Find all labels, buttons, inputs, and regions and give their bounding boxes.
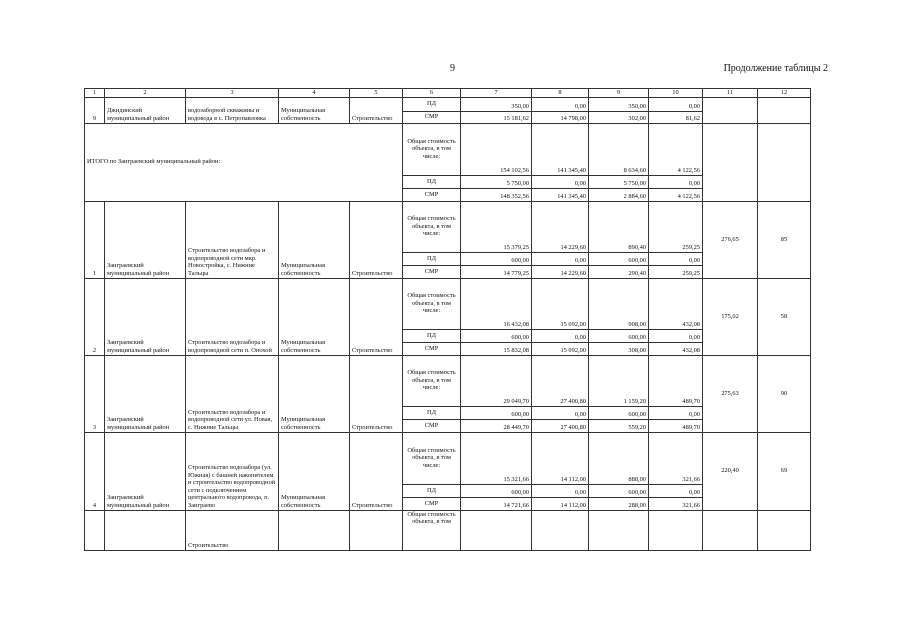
col-header: 7 — [461, 89, 532, 98]
empty-cell — [350, 510, 403, 550]
row-number: 3 — [85, 355, 105, 432]
work-type-cell: Строительство — [350, 355, 403, 432]
ownership-cell: Муниципальная собственность — [279, 201, 350, 278]
empty-cell — [105, 510, 186, 550]
value-cell: 308,00 — [589, 342, 649, 355]
column-number-row — [85, 89, 811, 98]
cost-kind-cell: ПД — [403, 329, 461, 342]
value-cell: 16 432,08 — [461, 278, 532, 329]
cost-kind-cell: ПД — [403, 97, 461, 111]
ownership-cell: Муниципальная собственность — [279, 432, 350, 510]
table-row — [85, 278, 811, 329]
cost-kind-cell: Общая стоимость объекта, в том числе: — [403, 355, 461, 406]
value-cell: 259,25 — [649, 265, 703, 278]
value-cell: 559,20 — [589, 419, 649, 432]
column-11-cell: 175,02 — [703, 278, 758, 355]
value-cell: 890,40 — [589, 201, 649, 252]
cost-kind-cell: СМР — [403, 497, 461, 510]
value-cell: 888,00 — [589, 432, 649, 484]
value-cell: 14 721,66 — [461, 497, 532, 510]
col-header: 6 — [403, 89, 461, 98]
empty-cell — [703, 123, 758, 201]
total-label: ИТОГО по Заиграевский муниципальный район: — [85, 123, 403, 201]
value-cell: 0,00 — [649, 97, 703, 111]
value-cell: 600,00 — [461, 252, 532, 265]
value-cell: 14 112,00 — [532, 432, 589, 484]
cost-kind-cell: ПД — [403, 406, 461, 419]
col-header: 5 — [350, 89, 403, 98]
row-number: 9 — [85, 97, 105, 123]
value-cell: 14 779,25 — [461, 265, 532, 278]
column-12-cell: 69 — [758, 432, 811, 510]
value-cell: 600,00 — [589, 252, 649, 265]
ownership-cell: Муниципальная собственность — [279, 97, 350, 123]
col-header: 12 — [758, 89, 811, 98]
program-table — [84, 88, 811, 551]
value-cell: 4 122,56 — [649, 123, 703, 175]
cost-kind-cell: Общая стоимость объекта, в том числе: — [403, 201, 461, 252]
value-cell: 27 400,80 — [532, 355, 589, 406]
col-header: 11 — [703, 89, 758, 98]
value-cell: 2 884,60 — [589, 188, 649, 201]
value-cell: 15 379,25 — [461, 201, 532, 252]
value-cell: 432,08 — [649, 342, 703, 355]
district-cell: Заиграевский муниципальный район — [105, 355, 186, 432]
value-cell: 0,00 — [649, 484, 703, 497]
cost-kind-cell: ПД — [403, 484, 461, 497]
table-row — [85, 432, 811, 484]
col-header: 1 — [85, 89, 105, 98]
value-cell: 0,00 — [532, 406, 589, 419]
object-cell: Строительство — [186, 510, 279, 550]
value-cell: 600,00 — [589, 329, 649, 342]
table-body — [85, 89, 811, 551]
row-number: 4 — [85, 432, 105, 510]
table-row — [85, 97, 811, 111]
table-row-cut — [85, 510, 811, 550]
empty-cell — [461, 510, 532, 550]
ownership-cell: Муниципальная собственность — [279, 278, 350, 355]
value-cell: 600,00 — [589, 406, 649, 419]
object-cell: Строительство водозабора (ул. Южная) с башней накопителем и строительство водопроводной сети с подключением центрального водопровода, п. Заиграево — [186, 432, 279, 510]
cost-kind-cell: Общая стоимость объекта, в том — [403, 510, 461, 550]
col-header: 2 — [105, 89, 186, 98]
value-cell: 432,08 — [649, 278, 703, 329]
value-cell: 5 750,00 — [589, 175, 649, 188]
value-cell: 15 092,00 — [532, 278, 589, 329]
object-cell: водозаборной скважины и водовода в с. Петропавловка — [186, 97, 279, 123]
empty-cell — [703, 510, 758, 550]
column-12-cell: 85 — [758, 201, 811, 278]
value-cell: 321,66 — [649, 497, 703, 510]
value-cell: 81,62 — [649, 111, 703, 123]
object-cell: Строительство водозабора и водопроводной сети ул. Новая, с. Нижние Тальцы — [186, 355, 279, 432]
column-12-cell: 58 — [758, 278, 811, 355]
ownership-cell: Муниципальная собственность — [279, 355, 350, 432]
col-header: 9 — [589, 89, 649, 98]
value-cell: 259,25 — [649, 201, 703, 252]
empty-cell — [649, 510, 703, 550]
total-row — [85, 123, 811, 175]
value-cell: 350,00 — [589, 97, 649, 111]
table-row — [85, 355, 811, 406]
district-cell: Заиграевский муниципальный район — [105, 278, 186, 355]
value-cell: 5 750,00 — [461, 175, 532, 188]
value-cell: 321,66 — [649, 432, 703, 484]
value-cell: 27 400,80 — [532, 419, 589, 432]
district-cell: Заиграевский муниципальный район — [105, 201, 186, 278]
empty-cell — [758, 123, 811, 201]
value-cell: 908,00 — [589, 278, 649, 329]
value-cell: 0,00 — [649, 175, 703, 188]
object-cell: Строительство водозабора и водопроводной сети мкр. Новостройка, с. Нижние Тальцы — [186, 201, 279, 278]
empty-cell — [703, 97, 758, 123]
table-continuation-caption: Продолжение таблицы 2 — [723, 63, 828, 74]
value-cell: 15 181,62 — [461, 111, 532, 123]
work-type-cell: Строительство — [350, 432, 403, 510]
cost-kind-cell: Общая стоимость объекта, в том числе: — [403, 123, 461, 175]
value-cell: 0,00 — [532, 175, 589, 188]
empty-cell — [589, 510, 649, 550]
empty-cell — [532, 510, 589, 550]
cost-kind-cell: ПД — [403, 175, 461, 188]
table-row — [85, 201, 811, 252]
col-header: 10 — [649, 89, 703, 98]
row-number: 2 — [85, 278, 105, 355]
value-cell: 302,00 — [589, 111, 649, 123]
column-12-cell: 90 — [758, 355, 811, 432]
column-11-cell: 220,40 — [703, 432, 758, 510]
value-cell: 489,70 — [649, 355, 703, 406]
cost-kind-cell: СМР — [403, 265, 461, 278]
value-cell: 0,00 — [532, 484, 589, 497]
object-cell: Строительство водозабора и водопроводной сети п. Онохой — [186, 278, 279, 355]
value-cell: 28 449,70 — [461, 419, 532, 432]
col-header: 3 — [186, 89, 279, 98]
value-cell: 600,00 — [589, 484, 649, 497]
value-cell: 148 352,56 — [461, 188, 532, 201]
value-cell: 14 229,60 — [532, 265, 589, 278]
value-cell: 290,40 — [589, 265, 649, 278]
cost-kind-cell: СМР — [403, 419, 461, 432]
row-number: 1 — [85, 201, 105, 278]
value-cell: 0,00 — [649, 252, 703, 265]
value-cell: 1 159,20 — [589, 355, 649, 406]
value-cell: 0,00 — [532, 329, 589, 342]
cost-kind-cell: СМР — [403, 342, 461, 355]
value-cell: 141 345,40 — [532, 188, 589, 201]
value-cell: 29 049,70 — [461, 355, 532, 406]
work-type-cell: Строительство — [350, 201, 403, 278]
value-cell: 288,00 — [589, 497, 649, 510]
value-cell: 8 634,60 — [589, 123, 649, 175]
col-header: 8 — [532, 89, 589, 98]
value-cell: 14 229,60 — [532, 201, 589, 252]
empty-cell — [758, 510, 811, 550]
page-number: 9 — [450, 63, 455, 74]
cost-kind-cell: СМР — [403, 188, 461, 201]
value-cell: 350,00 — [461, 97, 532, 111]
district-cell: Джидинский муниципальный район — [105, 97, 186, 123]
value-cell: 14 798,00 — [532, 111, 589, 123]
district-cell: Заиграевский муниципальный район — [105, 432, 186, 510]
column-11-cell: 275,63 — [703, 355, 758, 432]
value-cell: 0,00 — [649, 406, 703, 419]
value-cell: 154 102,56 — [461, 123, 532, 175]
value-cell: 15 092,00 — [532, 342, 589, 355]
cost-kind-cell: СМР — [403, 111, 461, 123]
cost-kind-cell: ПД — [403, 252, 461, 265]
empty-cell — [758, 97, 811, 123]
value-cell: 4 122,56 — [649, 188, 703, 201]
value-cell: 0,00 — [532, 97, 589, 111]
value-cell: 600,00 — [461, 329, 532, 342]
empty-cell — [279, 510, 350, 550]
value-cell: 141 345,40 — [532, 123, 589, 175]
cost-kind-cell: Общая стоимость объекта, в том числе: — [403, 432, 461, 484]
value-cell: 0,00 — [649, 329, 703, 342]
value-cell: 0,00 — [532, 252, 589, 265]
value-cell: 600,00 — [461, 484, 532, 497]
work-type-cell: Строительство — [350, 278, 403, 355]
value-cell: 489,70 — [649, 419, 703, 432]
cost-kind-cell: Общая стоимость объекта, в том числе: — [403, 278, 461, 329]
value-cell: 600,00 — [461, 406, 532, 419]
empty-cell — [85, 510, 105, 550]
value-cell: 14 112,00 — [532, 497, 589, 510]
work-type-cell: Строительство — [350, 97, 403, 123]
col-header: 4 — [279, 89, 350, 98]
column-11-cell: 276,65 — [703, 201, 758, 278]
value-cell: 15 832,08 — [461, 342, 532, 355]
value-cell: 15 321,66 — [461, 432, 532, 484]
